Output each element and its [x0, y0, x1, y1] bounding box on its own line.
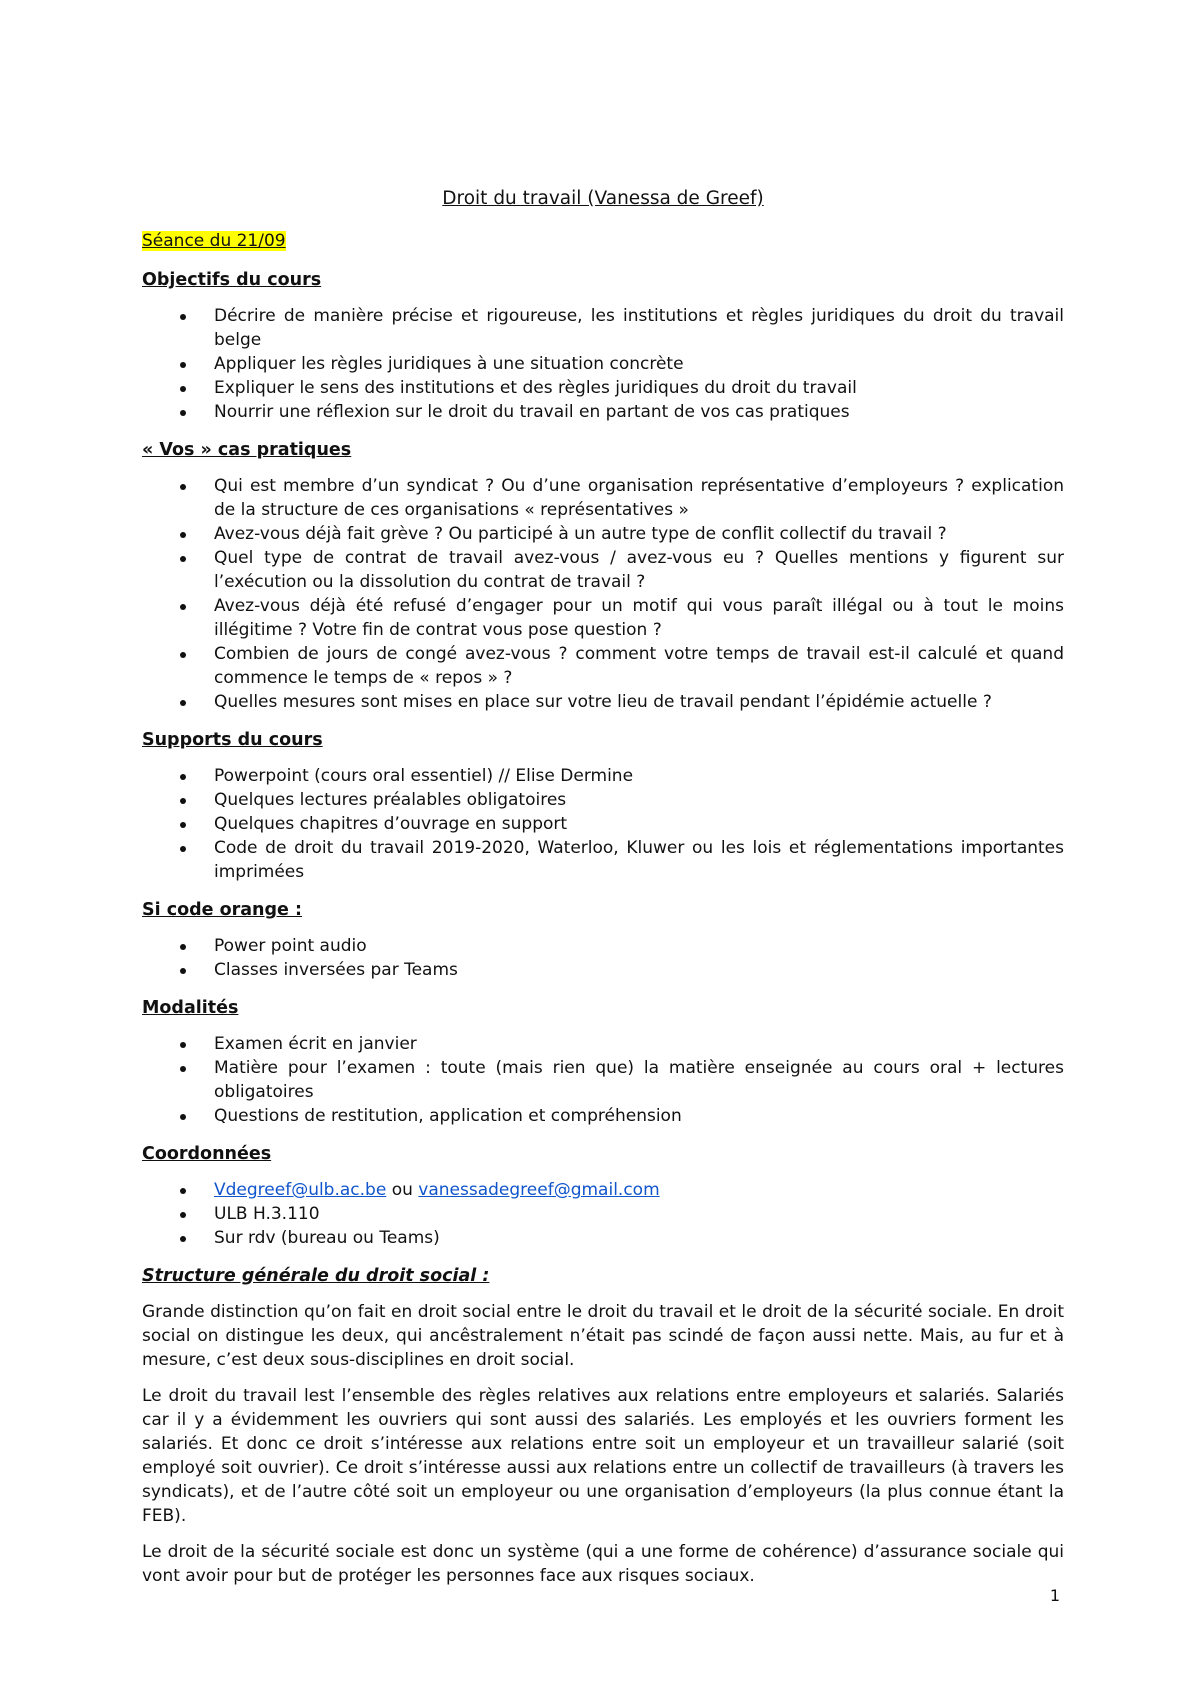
email-separator: ou — [386, 1180, 419, 1200]
list-item: Code de droit du travail 2019-2020, Waterloo, Kluwer ou les lois et réglementations importantes imprimées — [214, 838, 1064, 882]
section-heading-orange: Si code orange : — [142, 900, 302, 920]
list-item: Expliquer le sens des institutions et des règles juridiques du droit du travail — [214, 376, 1064, 400]
supports-list — [142, 764, 1064, 884]
list-item: Combien de jours de congé avez-vous ? comment votre temps de travail est-il calculé et quand commence le temps de « repos » ? — [214, 644, 1064, 688]
list-item: Appliquer les règles juridiques à une situation concrète — [214, 352, 1064, 376]
list-item: Quel type de contrat de travail avez-vous / avez-vous eu ? Quelles mentions y figurent sur l’exécution ou la dissolution du contrat de travail ? — [214, 548, 1064, 592]
list-item: Power point audio — [214, 934, 1064, 958]
list-item: Avez-vous déjà fait grève ? Ou participé à un autre type de conflit collectif du travail ? — [214, 522, 1064, 546]
section-heading-structure: Structure générale du droit social : — [142, 1266, 490, 1286]
paragraph: Le droit du travail lest l’ensemble des règles relatives aux relations entre employeurs et salariés. Salariés car il y a évidemment les ouvriers qui sont aussi des salariés. Les employés et les ouvriers forment les salariés. Et donc ce droit s’intéresse aux relations entre soit un employeur et un travailleur salarié (soit employé soit ouvrier). Ce droit s’intéresse aussi aux relations entre un collectif de travailleurs (à travers les syndicats), et de l’autre côté soit un employeur ou une organisation d’employeurs (la plus connue étant la FEB). — [142, 1386, 1064, 1526]
list-item: Décrire de manière précise et rigoureuse, les institutions et règles juridiques du droit du travail belge — [214, 306, 1064, 350]
list-item: Questions de restitution, application et compréhension — [214, 1104, 1064, 1128]
list-item: Quelques chapitres d’ouvrage en support — [214, 812, 1064, 836]
list-item: Powerpoint (cours oral essentiel) // Elise Dermine — [214, 764, 1064, 788]
modalites-list — [142, 1032, 1064, 1128]
paragraph: Grande distinction qu’on fait en droit social entre le droit du travail et le droit de la sécurité sociale. En droit social on distingue les deux, qui ancêstralement n’était pas scindé de façon aussi nette. Mais, au fur et à mesure, c’est deux sous-disciplines en droit social. — [142, 1302, 1064, 1370]
orange-list — [142, 934, 1064, 982]
email-link-gmail[interactable]: vanessadegreef@gmail.com — [418, 1180, 660, 1200]
list-item: Sur rdv (bureau ou Teams) — [214, 1226, 1064, 1250]
objectifs-list — [142, 304, 1064, 424]
page-content — [142, 186, 1064, 1600]
cas-list — [142, 474, 1064, 714]
page-number: 1 — [1049, 1586, 1060, 1605]
list-item: Examen écrit en janvier — [214, 1032, 1064, 1056]
list-item: Quelques lectures préalables obligatoires — [214, 788, 1064, 812]
list-item-emails — [214, 1178, 1064, 1202]
section-heading-supports: Supports du cours — [142, 730, 323, 750]
list-item: Quelles mesures sont mises en place sur votre lieu de travail pendant l’épidémie actuelle ? — [214, 690, 1064, 714]
section-heading-objectifs: Objectifs du cours — [142, 270, 322, 290]
session-date-highlight: Séance du 21/09 — [142, 231, 286, 251]
list-item: ULB H.3.110 — [214, 1202, 1064, 1226]
list-item: Avez-vous déjà été refusé d’engager pour un motif qui vous paraît illégal ou à tout le moins illégitime ? Votre fin de contrat vous pose question ? — [214, 596, 1064, 640]
list-item: Qui est membre d’un syndicat ? Ou d’une organisation représentative d’employeurs ? explication de la structure de ces organisations « représentatives » — [214, 476, 1064, 520]
section-heading-modalites: Modalités — [142, 998, 239, 1018]
section-heading-cas: « Vos » cas pratiques — [142, 440, 352, 460]
document-title: Droit du travail (Vanessa de Greef) — [442, 188, 764, 209]
session-date — [142, 228, 1064, 254]
list-item: Classes inversées par Teams — [214, 958, 1064, 982]
email-link-ulb[interactable]: Vdegreef@ulb.ac.be — [214, 1180, 387, 1200]
section-heading-coordonnees: Coordonnées — [142, 1144, 272, 1164]
paragraph: Le droit de la sécurité sociale est donc un système (qui a une forme de cohérence) d’assurance sociale qui vont avoir pour but de protéger les personnes face aux risques sociaux. — [142, 1542, 1064, 1586]
list-item: Nourrir une réflexion sur le droit du travail en partant de vos cas pratiques — [214, 400, 1064, 424]
coordonnees-list — [142, 1178, 1064, 1250]
list-item: Matière pour l’examen : toute (mais rien que) la matière enseignée au cours oral + lectures obligatoires — [214, 1058, 1064, 1102]
